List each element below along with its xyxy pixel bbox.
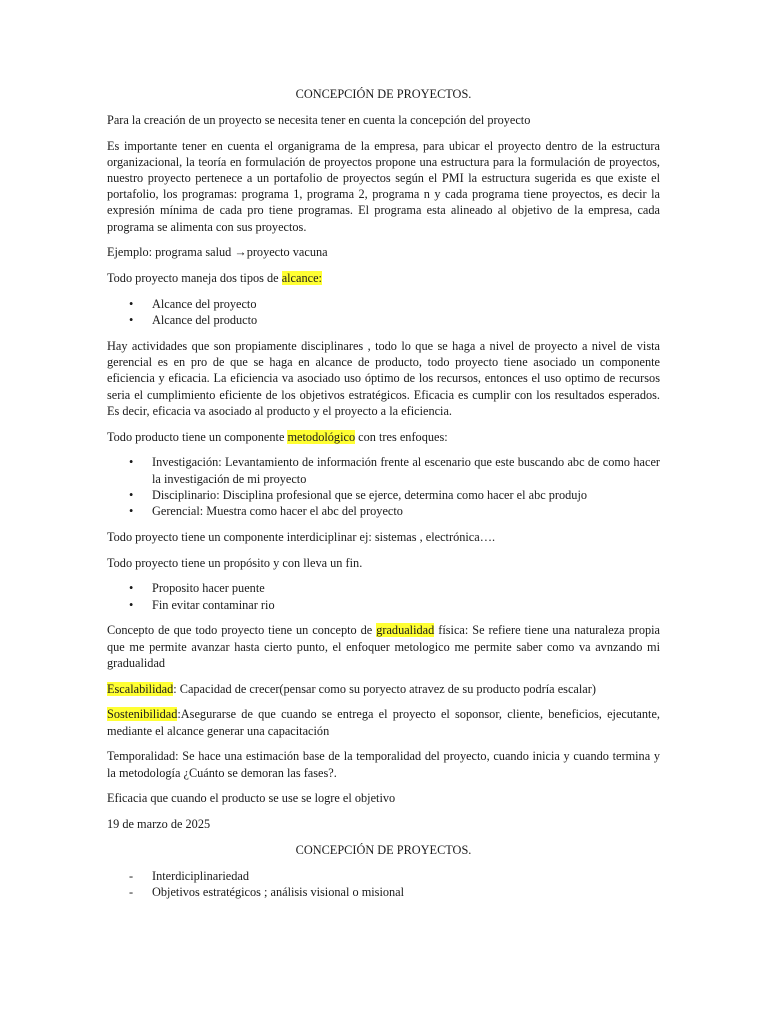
highlight-escalabilidad: Escalabilidad [107,681,174,696]
proposito-paragraph: Todo proyecto tiene un propósito y con lleva un fin. [107,555,363,570]
sostenibilidad-paragraph [107,706,660,738]
eficacia-paragraph: Eficacia que cuando el producto se use se logre el objetivo [107,791,396,806]
dash-list [107,868,660,900]
alcance-list [107,296,660,328]
list-item: - Objetivos estratégicos ; análisis visional o misional [107,884,660,900]
example-line [107,244,660,260]
organigram-paragraph: Es importante tener en cuenta el organigrama de la empresa, para ubicar el proyecto dentro de la estructura organizacional, la teoría en formulación de proyectos propone una estructura para la formulación de proyectos, nuestro proyecto pertenece a un portafolio de proyectos según el PMI la estructura sugerida es que existe el portafolio, los programas: programa 1, programa 2, programa n y cada programa tiene proyectos, es decir la expresión mínima de cada pro tiene programas. El programa esta alineado al objetivo de la empresa, cada programa se alimenta con sus proyectos. [107,138,660,234]
highlight-alcance: alcance: [281,271,322,286]
sostenibilidad-suffix: :Asegurarse de que cuando se entrega el proyecto el soponsor, cliente, beneficios, ejecutante, mediante el alcance generar una capacitación [107,707,660,738]
highlight-metodologico: metodológico [287,429,356,444]
interdisciplinar-paragraph: Todo proyecto tiene un componente interdiciplinar ej: sistemas , electrónica…. [107,529,496,544]
highlight-sostenibilidad: Sostenibilidad [107,707,178,722]
proposito-list [107,580,660,612]
list-item: • Gerencial: Muestra como hacer el abc del proyecto [107,503,660,519]
gradualidad-suffix: física: Se refiere tiene una naturaleza propia que me permite avanzar hasta cierto punto, el enfoquer metologico me permite saber como va avnzando mi gradualidad [107,623,660,670]
highlight-gradualidad: gradualidad [376,623,435,638]
intro-paragraph: Para la creación de un proyecto se necesita tener en cuenta la concepción del proyecto [107,112,531,127]
list-item: • Investigación: Levantamiento de información frente al escenario que este buscando abc de como hacer la investigación de mi proyecto [107,454,660,486]
gradualidad-paragraph [107,622,660,671]
list-item: • Disciplinario: Disciplina profesional que se ejerce, determina como hacer el abc produjo [107,487,660,503]
gradualidad-prefix: Concepto de que todo proyecto tiene un concepto de [107,623,377,638]
metodologico-line [107,429,660,445]
metodologico-prefix: Todo producto tiene un componente [107,429,288,444]
enfoques-list [107,454,660,519]
actividades-paragraph: Hay actividades que son propiamente disciplinares , todo lo que se haga a nivel de proyecto a nivel de vista gerencial es en pro de que se haga en alcance de producto, todo proyecto tiene asociado un componente eficiencia y eficacia. La eficiencia va asociado uso óptimo de los recursos, entonces el uso optimo de recursos seria el cumplimiento eficiente de los objetivos estratégicos. Eficacia es cumplir con los resultados esperados. Es decir, eficacia va asociado al producto y el proyecto a la eficiencia. [107,339,660,418]
section-title-2: CONCEPCIÓN DE PROYECTOS. [295,843,472,857]
metodologico-suffix: con tres enfoques: [355,429,448,444]
example-right: proyecto vacuna [246,245,328,260]
date-line: 19 de marzo de 2025 [107,817,211,832]
arrow-right-icon: → [234,245,247,260]
list-item: • Alcance del producto [107,312,660,328]
alcance-line [107,270,660,286]
alcance-prefix: Todo proyecto maneja dos tipos de [107,271,282,286]
list-item: • Alcance del proyecto [107,296,660,312]
document-page [107,86,660,910]
escalabilidad-paragraph [107,681,660,697]
escalabilidad-suffix: : Capacidad de crecer(pensar como su poryecto atravez de su producto podría escalar) [173,681,596,696]
temporalidad-paragraph: Temporalidad: Se hace una estimación base de la temporalidad del proyecto, cuando inicia y cuando termina y la metodología ¿Cuánto se demoran las fases?. [107,749,660,780]
list-item: • Proposito hacer puente [107,580,660,596]
example-left: Ejemplo: programa salud [107,245,235,260]
list-item: - Interdiciplinariedad [107,868,660,884]
list-item: • Fin evitar contaminar rio [107,597,660,613]
section-title: CONCEPCIÓN DE PROYECTOS. [295,87,472,101]
